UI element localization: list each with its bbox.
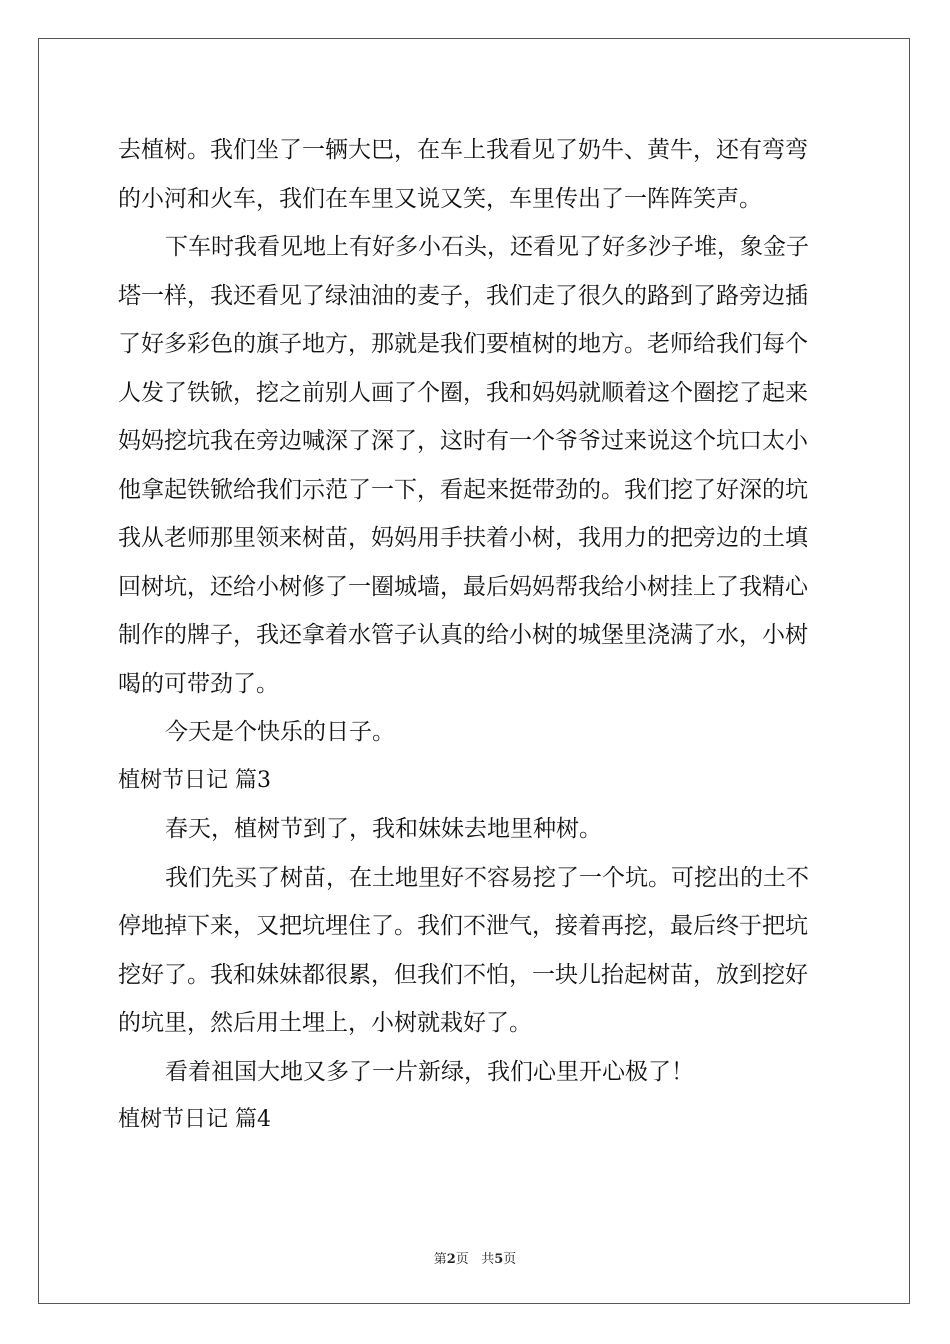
- paragraph-start-line: 下车时我看见地上有好多小石头，还看见了好多沙子堆，象金子: [165, 234, 809, 260]
- text-line: 塔一样，我还看见了绿油油的麦子，我们走了很久的路到了路旁边插: [118, 282, 808, 309]
- page-footer: [0, 1248, 950, 1267]
- text-line: 制作的牌子，我还拿着水管子认真的给小树的城堡里浇满了水，小树: [118, 622, 808, 648]
- current-page-number: 2: [446, 1252, 456, 1267]
- text-line: 挖好了。我和妹妹都很累，但我们不怕，一块儿抬起树苗，放到挖好: [118, 961, 808, 988]
- page-suffix: 页: [455, 1252, 469, 1267]
- document-body: [118, 126, 834, 1145]
- paragraph-start-line: 我们先买了树苗，在土地里好不容易挖了一个坑。可挖出的土不: [165, 864, 809, 891]
- text-line: 人发了铁锨，挖之前别人画了个圈，我和妈妈就顺着这个圈挖了起来: [118, 379, 808, 406]
- text-line: 的小河和火车，我们在车里又说又笑，车里传出了一阵阵笑声。: [118, 185, 762, 212]
- paragraph-start-line: 看着祖国大地又多了一片新绿，我们心里开心极了！: [165, 1058, 694, 1085]
- text-line: 了好多彩色的旗子地方，那就是我们要植树的地方。老师给我们每个: [118, 331, 808, 357]
- total-prefix: 共: [481, 1252, 495, 1267]
- section-heading: 植树节日记 篇3: [118, 767, 271, 793]
- text-line: 去植树。我们坐了一辆大巴，在车上我看见了奶牛、黄牛，还有弯弯: [118, 137, 808, 163]
- text-line: 的坑里，然后用土埋上，小树就栽好了。: [118, 1010, 532, 1036]
- paragraph-start-line: 春天，植树节到了，我和妹妹去地里种树。: [165, 816, 602, 842]
- text-line: 他拿起铁锨给我们示范了一下，看起来挺带劲的。我们挖了好深的坑: [118, 476, 808, 503]
- page-prefix: 第: [433, 1252, 447, 1267]
- paragraph-start-line: 今天是个快乐的日子。: [165, 719, 395, 745]
- total-suffix: 页: [503, 1252, 517, 1267]
- text-line: 回树坑，还给小树修了一圈城墙，最后妈妈帮我给小树挂上了我精心: [118, 573, 808, 600]
- text-line: 我从老师那里领来树苗，妈妈用手扶着小树，我用力的把旁边的土填: [118, 525, 808, 551]
- total-page-number: 5: [494, 1252, 504, 1267]
- section-heading: 植树节日记 篇4: [118, 1107, 271, 1132]
- text-line: 妈妈挖坑我在旁边喊深了深了，这时有一个爷爷过来说这个坑口太小: [118, 428, 808, 454]
- text-line: 停地掉下来，又把坑埋住了。我们不泄气，接着再挖，最后终于把坑: [118, 913, 808, 939]
- text-line: 喝的可带劲了。: [118, 670, 279, 697]
